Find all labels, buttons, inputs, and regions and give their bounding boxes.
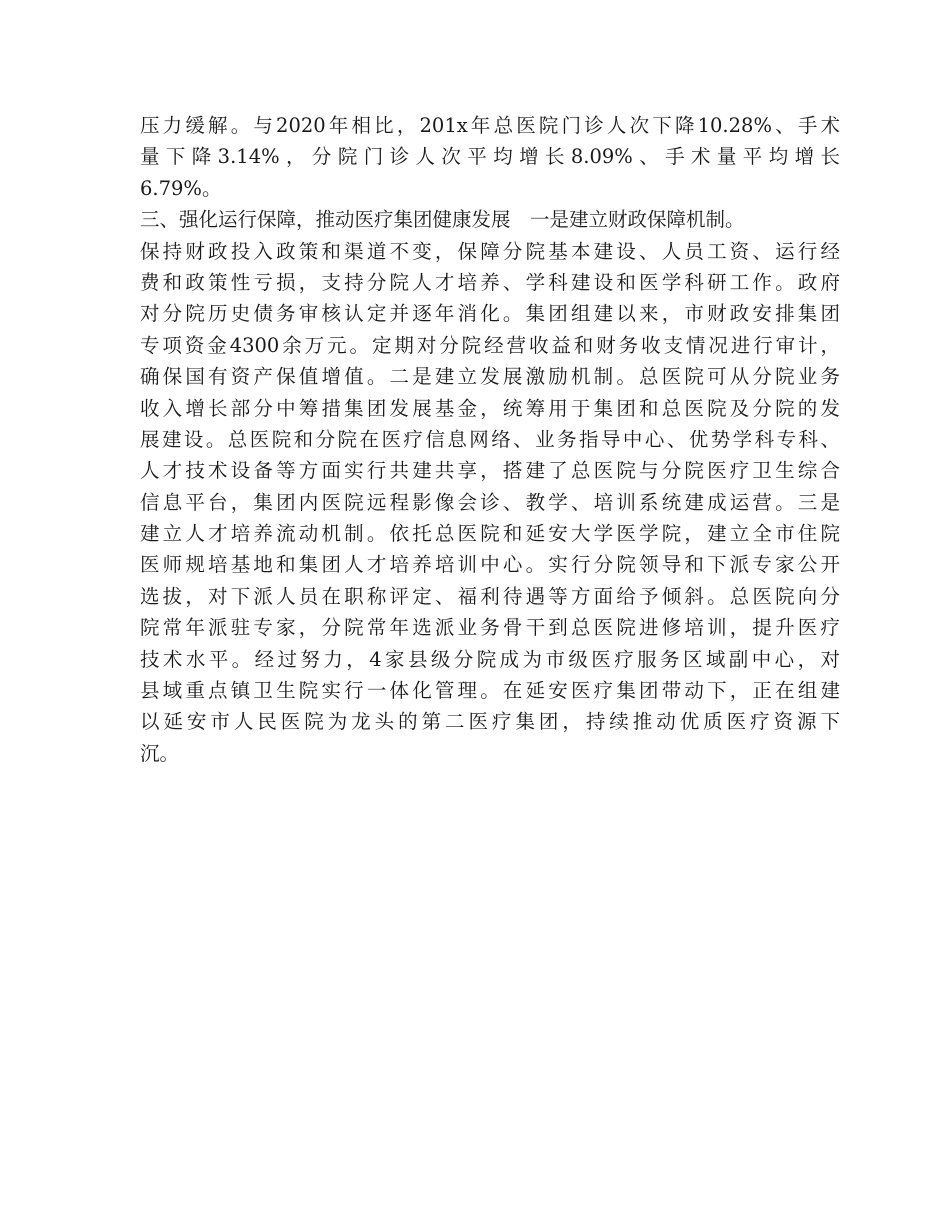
- text-line: 对分院历史债务审核认定并逐年消化。集团组建以来，市财政安排集团: [140, 302, 840, 326]
- text-line: 量下降3.14%，分院门诊人次平均增长8.09%、手术量平均增长: [140, 145, 840, 169]
- text-line: 费和政策性亏损，支持分院人才培养、学科建设和医学科研工作。政府: [140, 270, 840, 294]
- text-line: 人才技术设备等方面实行共建共享，搭建了总医院与分院医疗卫生综合: [140, 459, 840, 483]
- document-body: [140, 110, 840, 769]
- text-line: 压力缓解。与2020年相比，201x年总医院门诊人次下降10.28%、手术: [140, 114, 840, 137]
- text-line: 信息平台，集团内医院远程影像会诊、教学、培训系统建成运营。三是: [140, 490, 840, 514]
- text-line: 院常年派驻专家，分院常年选派业务骨干到总医院进修培训，提升医疗: [140, 616, 840, 640]
- text-line: 保持财政投入政策和渠道不变，保障分院基本建设、人员工资、运行经: [140, 239, 840, 263]
- text-line: 沉。: [140, 741, 180, 765]
- text-line: 6.79%。: [140, 176, 222, 200]
- text-line: 以延安市人民医院为龙头的第二医疗集团，持续推动优质医疗资源下: [140, 710, 840, 734]
- text-line: 收入增长部分中筹措集团发展基金，统筹用于集团和总医院及分院的发: [140, 396, 840, 420]
- section-heading-line: 三、强化运行保障，推动医疗集团健康发展 一是建立财政保障机制。: [140, 208, 745, 232]
- text-line: 建立人才培养流动机制。依托总医院和延安大学医学院，建立全市住院: [140, 522, 840, 546]
- text-line: 专项资金4300余万元。定期对分院经营收益和财务收支情况进行审计，: [140, 333, 840, 357]
- text-line: 技术水平。经过努力，4家县级分院成为市级医疗服务区域副中心，对: [140, 647, 840, 671]
- text-line: 展建设。总医院和分院在医疗信息网络、业务指导中心、优势学科专科、: [140, 427, 840, 451]
- text-line: 县域重点镇卫生院实行一体化管理。在延安医疗集团带动下，正在组建: [140, 679, 840, 703]
- text-line: 选拔，对下派人员在职称评定、福利待遇等方面给予倾斜。总医院向分: [140, 584, 840, 608]
- text-line: 医师规培基地和集团人才培养培训中心。实行分院领导和下派专家公开: [140, 553, 840, 577]
- text-line: 确保国有资产保值增值。二是建立发展激励机制。总医院可从分院业务: [140, 365, 840, 389]
